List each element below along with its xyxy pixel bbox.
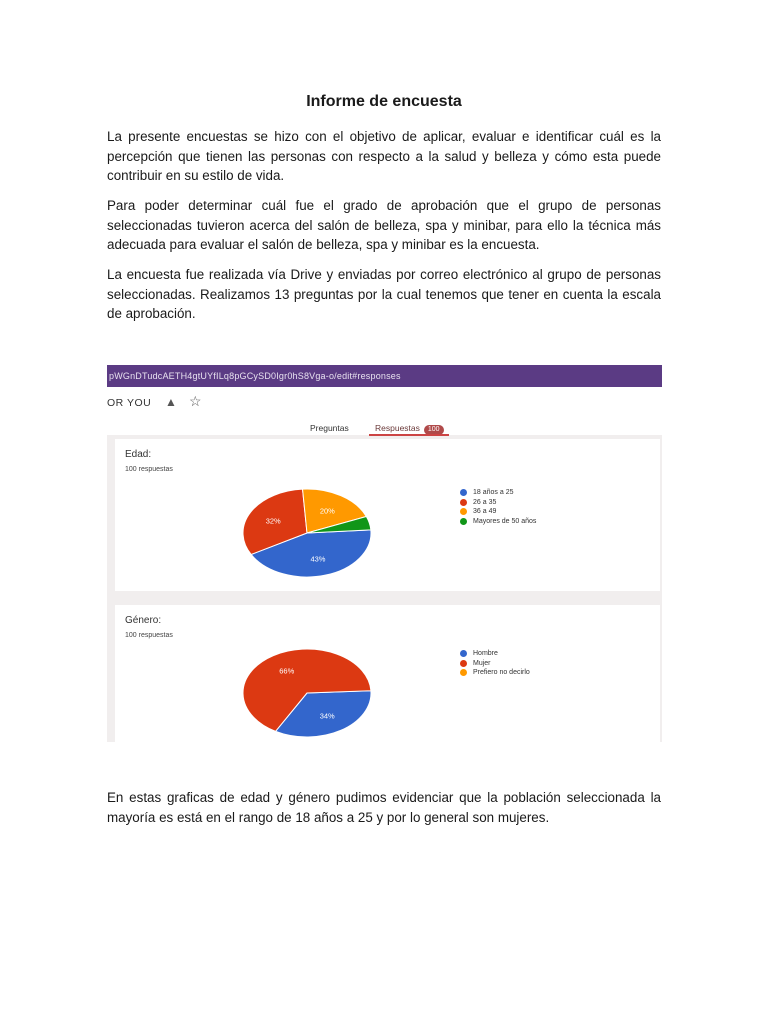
legend-swatch-1-0 [460,650,467,657]
pie-label-1-0: 34% [319,711,335,721]
legend-item-0-2 [460,507,536,517]
legend-swatch-0-3 [460,518,467,525]
gender-pie-chart [115,605,660,742]
legend-swatch-1-1 [460,660,467,667]
legend-label-1-1: Mujer [473,659,491,667]
age-chart-title: Edad: [125,449,152,460]
pie-label-0-2: 20% [319,506,335,516]
legend-label-0-2: 36 a 49 [473,508,497,516]
responses-count-badge: 100 [424,425,444,435]
drive-icon: ▲ [165,395,177,409]
legend-label-1-2: Prefiero no decirlo [473,669,530,677]
legend-item-0-1 [460,498,536,508]
legend-label-0-3: Mayores de 50 años [473,517,537,525]
active-tab-indicator [369,434,449,436]
legend-swatch-0-2 [460,508,467,515]
gender-chart-subtitle: 100 respuestas [125,632,173,639]
legend-label-0-1: 26 a 35 [473,498,497,506]
gender-chart-title: Género: [125,615,162,626]
document-title: Informe de encuesta [306,93,462,110]
approval-paragraph: Para poder determinar cuál fue el grado de aprobación que el grupo de personas seleccionadas tuvieron acerca del salón de belleza, spa y minibar, para ello la técnica más adecuada para evaluar el salón de belleza, spa y minibar es la encuesta. [107,198,661,252]
forms-screenshot [107,365,662,742]
legend-item-1-1 [460,659,530,669]
legend-swatch-0-0 [460,489,467,496]
age-chart-subtitle: 100 respuestas [125,466,173,473]
age-chart-card [115,439,660,591]
tab-respuestas-label: Respuestas [375,423,420,433]
legend-label-0-0: 18 años a 25 [473,489,514,497]
star-icon: ☆ [189,393,202,409]
pie-label-0-1: 32% [265,516,281,526]
legend-label-1-0: Hombre [473,650,498,658]
tab-preguntas: Preguntas [310,423,349,433]
url-bar: pWGnDTudcAETH4gtUYfILq8pGCySD0Igr0hS8Vga-o/edit#responses [107,365,662,387]
legend-item-0-0 [460,488,536,498]
gender-legend [460,649,530,678]
legend-item-0-3 [460,517,536,527]
legend-swatch-1-2 [460,669,467,676]
legend-item-1-2 [460,668,530,678]
gender-chart-card [115,605,660,742]
toolbar-text: OR YOU [107,397,152,409]
forms-toolbar [107,387,662,435]
closing-paragraph: En estas graficas de edad y género pudimos evidenciar que la población seleccionada la mayoría es está en el rango de 18 años a 25 y por lo general son mujeres. [107,790,661,825]
intro-paragraph: La presente encuestas se hizo con el objetivo de aplicar, evaluar e identificar cuál es la percepción que tienen las personas con respecto a la salud y belleza y cómo esta puede contribuir en su estilo de vida. [107,129,661,183]
legend-swatch-0-1 [460,499,467,506]
age-pie-chart [115,439,660,591]
legend-item-1-0 [460,649,530,659]
age-legend [460,488,536,526]
pie-label-1-1: 66% [279,666,295,676]
pie-label-0-0: 43% [310,554,326,564]
method-paragraph: La encuesta fue realizada vía Drive y enviadas por correo electrónico al grupo de personas seleccionadas. Realizamos 13 preguntas por la cual tenemos que tener en cuenta la escala de aprobación. [107,267,661,321]
